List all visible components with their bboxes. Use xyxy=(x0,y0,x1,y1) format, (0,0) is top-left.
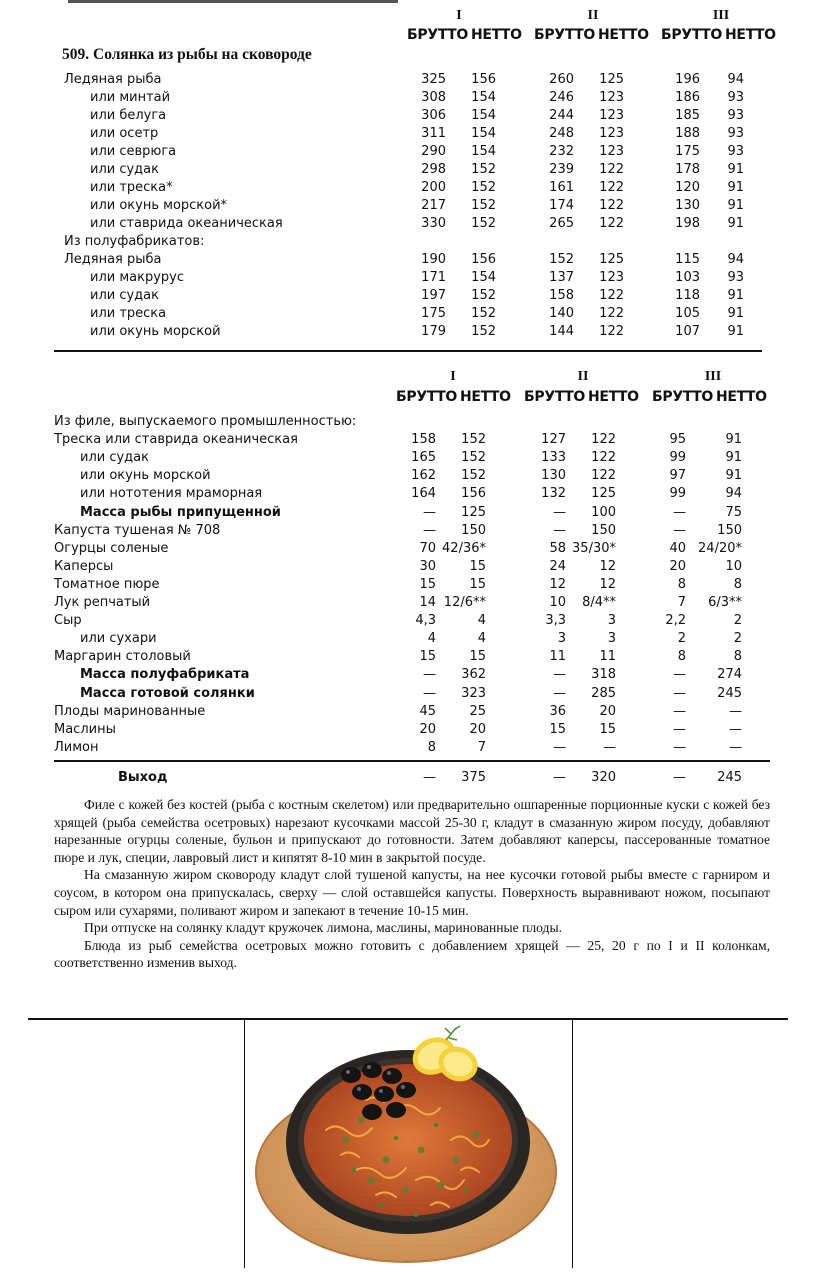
column-header: НЕТТО xyxy=(716,389,767,405)
ingredient-label: Из полуфабрикатов: xyxy=(64,234,205,249)
quantity-cell: 20 xyxy=(469,721,486,737)
quantity-cell: 152 xyxy=(471,180,496,195)
table-row xyxy=(0,431,816,449)
ingredient-label: или судак xyxy=(80,450,149,466)
quantity-cell: 58 xyxy=(549,540,566,556)
quantity-cell: — xyxy=(603,739,616,755)
quantity-cell: 4,3 xyxy=(415,613,436,629)
table-row xyxy=(0,522,816,540)
quantity-cell: 122 xyxy=(599,180,624,195)
output-value: — xyxy=(423,770,436,785)
table-row xyxy=(0,449,816,467)
quantity-cell: 4 xyxy=(427,631,436,647)
quantity-cell: 164 xyxy=(411,486,436,502)
quantity-cell: 12 xyxy=(549,576,566,592)
ingredient-label: Масса рыбы припущенной xyxy=(80,504,281,520)
quantity-cell: 118 xyxy=(675,288,700,303)
quantity-cell: — xyxy=(673,739,686,755)
table-row xyxy=(0,594,816,612)
table-row xyxy=(0,612,816,630)
quantity-cell: 198 xyxy=(675,216,700,231)
column-header: БРУТТО xyxy=(407,27,468,43)
output-label: Выход xyxy=(118,770,168,785)
quantity-cell: 152 xyxy=(461,450,486,466)
output-value: — xyxy=(553,770,566,785)
quantity-cell: 178 xyxy=(675,162,700,177)
quantity-cell: 45 xyxy=(419,703,436,719)
quantity-cell: 186 xyxy=(675,90,700,105)
table-row xyxy=(0,197,816,215)
column-group-roman: II xyxy=(577,369,589,384)
quantity-cell: 175 xyxy=(421,306,446,321)
quantity-cell: 10 xyxy=(549,595,566,610)
quantity-cell: 311 xyxy=(421,126,446,141)
table-row xyxy=(0,251,816,269)
quantity-cell: 200 xyxy=(421,180,446,195)
ingredient-label: или ставрида океаническая xyxy=(90,216,283,231)
ingredient-label: или треска xyxy=(90,306,167,321)
output-row xyxy=(0,769,816,787)
cooking-instructions xyxy=(54,796,770,972)
quantity-cell: 75 xyxy=(725,504,742,520)
quantity-cell: 99 xyxy=(669,450,686,466)
quantity-cell: — xyxy=(673,685,686,701)
quantity-cell: 91 xyxy=(727,216,744,231)
quantity-cell: 174 xyxy=(549,198,574,213)
quantity-cell: 123 xyxy=(599,126,624,141)
quantity-cell: 122 xyxy=(599,216,624,231)
table1-bottom-rule xyxy=(54,350,762,352)
table-row xyxy=(0,305,816,323)
quantity-cell: 185 xyxy=(675,108,700,123)
output-value: — xyxy=(673,770,686,785)
instruction-paragraph: Блюда из рыб семейства осетровых можно готовить с добавлением хрящей — 25, 20 г по I и II колонкам, соответственно изменив выход. xyxy=(54,937,770,971)
quantity-cell: 248 xyxy=(549,126,574,141)
quantity-cell: 260 xyxy=(549,72,574,87)
quantity-cell: 10 xyxy=(725,558,742,574)
quantity-cell: 107 xyxy=(675,324,700,339)
quantity-cell: 323 xyxy=(461,685,486,701)
quantity-cell: — xyxy=(423,685,436,701)
quantity-cell: 127 xyxy=(541,432,566,448)
quantity-cell: — xyxy=(673,721,686,737)
ingredient-label: Маргарин столовый xyxy=(54,649,191,665)
ingredient-label: или окунь морской xyxy=(80,468,211,484)
quantity-cell: 152 xyxy=(471,216,496,231)
quantity-cell: 330 xyxy=(421,216,446,231)
quantity-cell: 93 xyxy=(727,108,744,123)
quantity-cell: 8 xyxy=(733,649,742,665)
column-header: БРУТТО xyxy=(661,27,722,43)
quantity-cell: 94 xyxy=(725,486,742,502)
column-group-roman: III xyxy=(704,369,722,384)
quantity-cell: 8 xyxy=(677,576,686,592)
table-row xyxy=(0,467,816,485)
quantity-cell: 3 xyxy=(607,631,616,647)
quantity-cell: 20 xyxy=(669,558,686,574)
quantity-cell: 318 xyxy=(591,667,616,683)
quantity-cell: — xyxy=(729,739,742,755)
quantity-cell: 156 xyxy=(461,486,486,502)
ingredient-label: или белуга xyxy=(90,108,167,123)
quantity-cell: 2 xyxy=(733,631,742,647)
column-header: НЕТТО xyxy=(471,27,522,43)
quantity-cell: 123 xyxy=(599,144,624,159)
ingredient-label: или севрюга xyxy=(90,144,177,159)
ingredient-label: Ледяная рыба xyxy=(64,252,162,267)
quantity-cell: 190 xyxy=(421,252,446,267)
quantity-cell: 42/36* xyxy=(442,540,486,556)
quantity-cell: 152 xyxy=(461,432,486,448)
quantity-cell: 103 xyxy=(675,270,700,285)
quantity-cell: 8/4** xyxy=(582,595,616,610)
quantity-cell: 196 xyxy=(675,72,700,87)
quantity-cell: 14 xyxy=(419,595,436,610)
quantity-cell: 15 xyxy=(469,576,486,592)
quantity-cell: 152 xyxy=(471,162,496,177)
quantity-cell: 3 xyxy=(557,631,566,647)
output-value: 375 xyxy=(461,770,486,785)
quantity-cell: 298 xyxy=(421,162,446,177)
quantity-cell: 123 xyxy=(599,270,624,285)
quantity-cell: 7 xyxy=(677,595,686,610)
quantity-cell: 99 xyxy=(669,486,686,502)
quantity-cell: 11 xyxy=(599,649,616,665)
quantity-cell: 130 xyxy=(541,468,566,484)
quantity-cell: 158 xyxy=(549,288,574,303)
quantity-cell: 188 xyxy=(675,126,700,141)
quantity-cell: 40 xyxy=(669,540,686,556)
column-header: НЕТТО xyxy=(725,27,776,43)
table2-bottom-rule xyxy=(54,760,770,762)
quantity-cell: 122 xyxy=(599,288,624,303)
quantity-cell: 35/30* xyxy=(572,540,616,556)
quantity-cell: 154 xyxy=(471,90,496,105)
quantity-cell: 6/3** xyxy=(708,595,742,610)
quantity-cell: — xyxy=(423,667,436,683)
recipe-title: 509. Солянка из рыбы на сковороде xyxy=(62,46,312,63)
quantity-cell: 93 xyxy=(727,90,744,105)
quantity-cell: 97 xyxy=(669,468,686,484)
quantity-cell: 12 xyxy=(599,558,616,574)
quantity-cell: 8 xyxy=(733,576,742,592)
quantity-cell: 122 xyxy=(599,324,624,339)
instruction-paragraph: Филе с кожей без костей (рыба с костным скелетом) или предварительно ошпаренные порционные куски с кожей без хрящей (рыба семейства осетровых) нарезают кусочками массой 25-30 г, кладут в смазанную жиром посуду, добавляют нарезанные огурцы соленые, бульон и припускают до готовности. Затем добавляют каперсы, пассерованные томатное пюре и лук, специи, лавровый лист и кипятят 8-10 мин в закрытой посуде. xyxy=(54,797,770,865)
quantity-cell: 7 xyxy=(477,739,486,755)
quantity-cell: 285 xyxy=(591,685,616,701)
quantity-cell: — xyxy=(729,721,742,737)
quantity-cell: 123 xyxy=(599,90,624,105)
quantity-cell: 306 xyxy=(421,108,446,123)
quantity-cell: — xyxy=(553,685,566,701)
ingredient-label: Каперсы xyxy=(54,558,114,574)
quantity-cell: 94 xyxy=(727,72,744,87)
quantity-cell: 132 xyxy=(541,486,566,502)
quantity-cell: 15 xyxy=(469,649,486,665)
quantity-cell: 120 xyxy=(675,180,700,195)
quantity-cell: 91 xyxy=(727,198,744,213)
table-row xyxy=(0,143,816,161)
quantity-cell: 150 xyxy=(461,522,486,538)
table-row xyxy=(0,721,816,739)
quantity-cell: 152 xyxy=(471,324,496,339)
quantity-cell: 152 xyxy=(471,198,496,213)
photo-right-border xyxy=(572,1018,573,1268)
quantity-cell: 122 xyxy=(591,432,616,448)
quantity-cell: 24 xyxy=(549,558,566,574)
ingredient-label: или треска* xyxy=(90,180,173,195)
quantity-cell: 95 xyxy=(669,432,686,448)
table-row xyxy=(0,540,816,558)
quantity-cell: — xyxy=(553,522,566,538)
quantity-cell: 325 xyxy=(421,72,446,87)
quantity-cell: 274 xyxy=(717,667,742,683)
quantity-cell: 2 xyxy=(677,631,686,647)
quantity-cell: 122 xyxy=(591,468,616,484)
quantity-cell: 15 xyxy=(549,721,566,737)
quantity-cell: 130 xyxy=(675,198,700,213)
quantity-cell: — xyxy=(553,504,566,520)
quantity-cell: 154 xyxy=(471,270,496,285)
quantity-cell: — xyxy=(553,667,566,683)
column-header: БРУТТО xyxy=(524,389,585,405)
quantity-cell: 156 xyxy=(471,72,496,87)
quantity-cell: 20 xyxy=(419,721,436,737)
quantity-cell: 144 xyxy=(549,324,574,339)
ingredient-label: или осетр xyxy=(90,126,159,141)
quantity-cell: 15 xyxy=(419,576,436,592)
table-row xyxy=(0,269,816,287)
ingredient-label: Треска или ставрида океаническая xyxy=(54,432,298,448)
quantity-cell: 244 xyxy=(549,108,574,123)
column-header: БРУТТО xyxy=(534,27,595,43)
quantity-cell: — xyxy=(673,504,686,520)
top-cut-text-fragment xyxy=(68,0,398,3)
quantity-cell: 125 xyxy=(599,252,624,267)
table-row xyxy=(0,739,816,757)
quantity-cell: 125 xyxy=(591,486,616,502)
quantity-cell: 3 xyxy=(607,613,616,629)
quantity-cell: 245 xyxy=(717,685,742,701)
quantity-cell: 15 xyxy=(599,721,616,737)
quantity-cell: 15 xyxy=(419,649,436,665)
column-header: БРУТТО xyxy=(396,389,457,405)
quantity-cell: 125 xyxy=(599,72,624,87)
quantity-cell: 93 xyxy=(727,126,744,141)
ingredient-label: Томатное пюре xyxy=(54,576,160,592)
column-group-roman: I xyxy=(456,8,462,23)
ingredient-label: Плоды маринованные xyxy=(54,703,206,719)
column-header: НЕТТО xyxy=(588,389,639,405)
table-row xyxy=(0,215,816,233)
ingredient-label: или минтай xyxy=(90,90,171,105)
quantity-cell: 94 xyxy=(727,252,744,267)
quantity-cell: 24/20* xyxy=(698,540,742,556)
quantity-cell: 30 xyxy=(419,558,436,574)
quantity-cell: 133 xyxy=(541,450,566,466)
quantity-cell: 150 xyxy=(591,522,616,538)
table-row xyxy=(0,413,816,431)
ingredient-label: или сухари xyxy=(80,631,157,647)
quantity-cell: 91 xyxy=(725,432,742,448)
ingredient-label: или окунь морской xyxy=(90,324,221,339)
quantity-cell: 162 xyxy=(411,468,436,484)
quantity-cell: 122 xyxy=(599,198,624,213)
quantity-cell: 3,3 xyxy=(545,613,566,629)
ingredient-label: Из филе, выпускаемого промышленностью: xyxy=(54,414,357,429)
table-row xyxy=(0,666,816,684)
table-row xyxy=(0,107,816,125)
quantity-cell: 91 xyxy=(727,306,744,321)
quantity-cell: 4 xyxy=(477,631,486,647)
quantity-cell: — xyxy=(553,739,566,755)
ingredient-label: Масса полуфабриката xyxy=(80,667,250,683)
quantity-cell: — xyxy=(673,703,686,719)
quantity-cell: 105 xyxy=(675,306,700,321)
quantity-cell: 122 xyxy=(599,306,624,321)
quantity-cell: 308 xyxy=(421,90,446,105)
quantity-cell: 70 xyxy=(419,540,436,556)
table-row xyxy=(0,89,816,107)
quantity-cell: 125 xyxy=(461,504,486,520)
quantity-cell: 137 xyxy=(549,270,574,285)
quantity-cell: — xyxy=(673,667,686,683)
quantity-cell: 93 xyxy=(727,144,744,159)
ingredient-label: или нототения мраморная xyxy=(80,486,263,502)
quantity-cell: 290 xyxy=(421,144,446,159)
solyanka-skillet-photo xyxy=(246,1020,572,1268)
column-group-roman: III xyxy=(712,8,730,23)
output-value: 245 xyxy=(717,770,742,785)
quantity-cell: 152 xyxy=(461,468,486,484)
quantity-cell: 115 xyxy=(675,252,700,267)
quantity-cell: 158 xyxy=(411,432,436,448)
quantity-cell: — xyxy=(423,504,436,520)
quantity-cell: 232 xyxy=(549,144,574,159)
table-row xyxy=(0,323,816,341)
skillet-illustration xyxy=(246,1020,572,1268)
quantity-cell: 239 xyxy=(549,162,574,177)
quantity-cell: 11 xyxy=(549,649,566,665)
quantity-cell: 171 xyxy=(421,270,446,285)
table-row xyxy=(0,558,816,576)
column-header: БРУТТО xyxy=(652,389,713,405)
table-row xyxy=(0,179,816,197)
quantity-cell: 154 xyxy=(471,144,496,159)
quantity-cell: 91 xyxy=(727,288,744,303)
table-row xyxy=(0,630,816,648)
column-header: НЕТТО xyxy=(598,27,649,43)
ingredient-label: или судак xyxy=(90,162,159,177)
quantity-cell: 20 xyxy=(599,703,616,719)
ingredient-label: или окунь морской* xyxy=(90,198,228,213)
table-row xyxy=(0,485,816,503)
column-group-roman: II xyxy=(587,8,599,23)
quantity-cell: 8 xyxy=(677,649,686,665)
ingredient-label: или макрурус xyxy=(90,270,185,285)
ingredient-label: Лимон xyxy=(54,739,99,755)
quantity-cell: 122 xyxy=(599,162,624,177)
quantity-cell: 217 xyxy=(421,198,446,213)
quantity-cell: 91 xyxy=(727,180,744,195)
quantity-cell: 123 xyxy=(599,108,624,123)
instruction-paragraph: При отпуске на солянку кладут кружочек лимона, маслины, маринованные плоды. xyxy=(84,920,562,936)
quantity-cell: 154 xyxy=(471,126,496,141)
column-header: НЕТТО xyxy=(460,389,511,405)
ingredient-label: или судак xyxy=(90,288,159,303)
ingredient-label: Огурцы соленые xyxy=(54,540,169,556)
quantity-cell: 91 xyxy=(727,324,744,339)
quantity-cell: 12 xyxy=(599,576,616,592)
quantity-cell: 150 xyxy=(717,522,742,538)
quantity-cell: 93 xyxy=(727,270,744,285)
quantity-cell: 179 xyxy=(421,324,446,339)
quantity-cell: 2,2 xyxy=(665,613,686,629)
table-row xyxy=(0,71,816,89)
quantity-cell: — xyxy=(423,522,436,538)
table-row xyxy=(0,685,816,703)
ingredient-label: Ледяная рыба xyxy=(64,72,162,87)
quantity-cell: — xyxy=(673,522,686,538)
quantity-cell: 197 xyxy=(421,288,446,303)
column-group-roman: I xyxy=(450,369,456,384)
ingredient-label: Сыр xyxy=(54,613,82,629)
quantity-cell: 4 xyxy=(477,613,486,629)
quantity-cell: 152 xyxy=(471,306,496,321)
quantity-cell: 91 xyxy=(727,162,744,177)
ingredient-label: Капуста тушеная № 708 xyxy=(54,522,221,538)
quantity-cell: 140 xyxy=(549,306,574,321)
quantity-cell: 152 xyxy=(549,252,574,267)
quantity-cell: 36 xyxy=(549,703,566,719)
quantity-cell: 362 xyxy=(461,667,486,683)
quantity-cell: 246 xyxy=(549,90,574,105)
output-value: 320 xyxy=(591,770,616,785)
quantity-cell: 122 xyxy=(591,450,616,466)
quantity-cell: 2 xyxy=(733,613,742,629)
quantity-cell: 100 xyxy=(591,504,616,520)
quantity-cell: 165 xyxy=(411,450,436,466)
quantity-cell: 154 xyxy=(471,108,496,123)
quantity-cell: 12/6** xyxy=(443,595,486,610)
ingredient-label: Масса готовой солянки xyxy=(80,685,255,701)
instruction-paragraph: На смазанную жиром сковороду кладут слой тушеной капусты, на нее кусочки готовой рыбы вместе с гарниром и соусом, в котором она припускалась, сверху — слой оставшейся капусты. Поверхность выравнивают ножом, посыпают сыром или сухарями, поливают жиром и запекают в течение 10-15 мин. xyxy=(54,867,770,918)
quantity-cell: 8 xyxy=(427,739,436,755)
quantity-cell: 161 xyxy=(549,180,574,195)
ingredient-label: Маслины xyxy=(54,721,116,737)
quantity-cell: 15 xyxy=(469,558,486,574)
ingredient-label: Лук репчатый xyxy=(54,595,151,610)
quantity-cell: 91 xyxy=(725,468,742,484)
quantity-cell: 25 xyxy=(469,703,486,719)
table-row xyxy=(0,703,816,721)
table-row xyxy=(0,125,816,143)
quantity-cell: 156 xyxy=(471,252,496,267)
quantity-cell: 265 xyxy=(549,216,574,231)
table-row xyxy=(0,233,816,251)
table-row xyxy=(0,287,816,305)
photo-left-border xyxy=(244,1018,245,1268)
table-row xyxy=(0,504,816,522)
quantity-cell: 91 xyxy=(725,450,742,466)
quantity-cell: 152 xyxy=(471,288,496,303)
table-row xyxy=(0,648,816,666)
table-row xyxy=(0,576,816,594)
quantity-cell: 175 xyxy=(675,144,700,159)
table-row xyxy=(0,161,816,179)
quantity-cell: — xyxy=(729,703,742,719)
